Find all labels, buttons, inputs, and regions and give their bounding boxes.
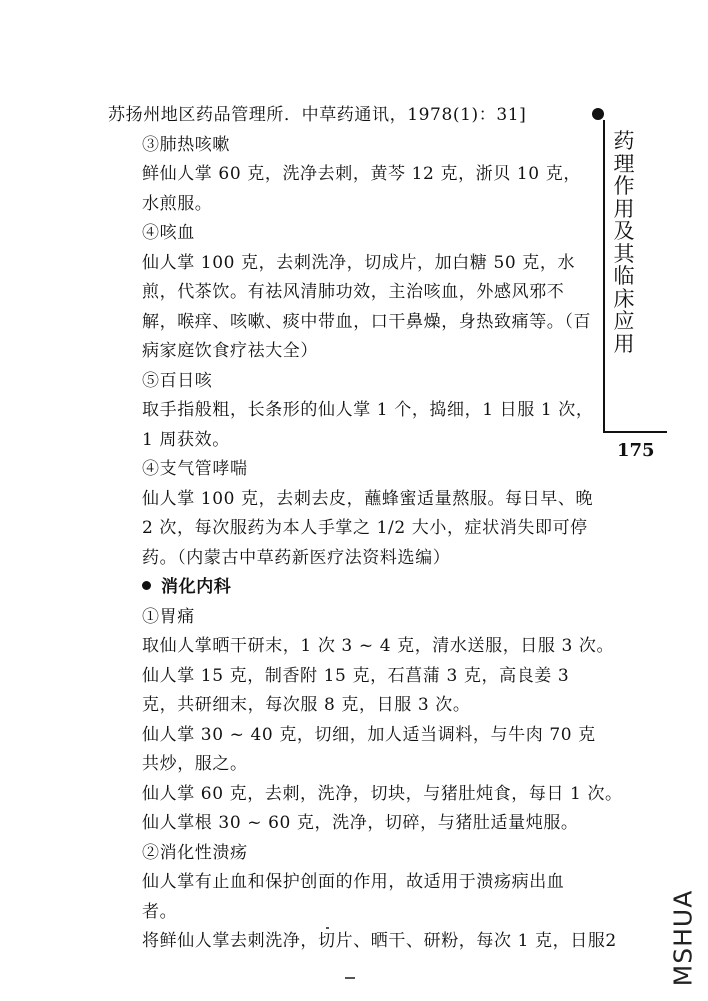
paragraph-bronchial-asthma: 仙人掌 100 克，去刺去皮，蘸蜂蜜适量熬服。每日早、晚 2 次，每次服药为本人手掌之 1/2 大小，症状消失即可停药。（内蒙古中草药新医疗法资料选编） [142,488,594,568]
subheading-peptic-ulcer: ②消化性溃疡 [142,842,248,863]
citation-line: 苏扬州地区药品管理所．中草药通讯，1978(1)：31] [108,105,527,125]
subheading-pertussis: ⑤百日咳 [142,370,213,391]
paragraph-peptic-ulcer: 仙人掌有止血和保护创面的作用，故适用于溃疡病出血者。 [142,872,565,922]
paragraph-lung-heat-cough: 鲜仙人掌 60 克，洗净去刺，黄芩 12 克，浙贝 10 克，水煎服。 [142,164,581,214]
subheading-lung-heat-cough: ③肺热咳嗽 [142,134,230,155]
remedy-line: 仙人掌根 30 ~ 60 克，洗净，切碎，与猪肚适量炖服。 [142,813,579,833]
paragraph-pertussis: 取手指般粗，长条形的仙人掌 1 个，捣细，1 日服 1 次，1 周获效。 [142,400,594,450]
subheading-stomach-pain: ①胃痛 [142,606,195,627]
remedy-paragraph: 仙人掌 30 ~ 40 克，切细，加人适当调料，与牛肉 70 克共炒，服之。 [142,724,596,774]
scan-speck [326,927,329,929]
remedy-line: 仙人掌 60 克，去刺，洗净，切块，与猪肚炖食，每日 1 次。 [142,783,623,804]
remedy-line: 将鲜仙人掌去刺洗净，切片、晒干、研粉，每次 1 克，日服2 [142,931,617,951]
watermark-text: MSHUA [668,889,698,987]
page-number: 175 [617,440,655,461]
subheading-hemoptysis: ④咳血 [142,223,195,243]
running-head-title: 药理作用及其临床应用 [613,129,635,356]
paragraph-hemoptysis: 仙人掌 100 克，去刺洗净，切成片，加白糖 50 克，水煎，代茶饮。有祛风清肺功效，主治咳血，外感风邪不解，喉痒、咳嗽、痰中带血，口干鼻燥，身热致痛等。（百病家庭饮食疗祛大全） [142,252,592,361]
subheading-bronchial-asthma: ④支气管哮喘 [142,459,248,479]
section-title: 消化内科 [161,577,232,597]
remedy-paragraph: 仙人掌 15 克，制香附 15 克，石菖蒲 3 克，高良姜 3 克，共研细末，每次服 8 克，日服 3 次。 [142,665,570,715]
remedy-line: 取仙人掌晒干研末，1 次 3 ~ 4 克，清水送服，日服 3 次。 [142,636,615,656]
scan-speck [345,977,355,979]
